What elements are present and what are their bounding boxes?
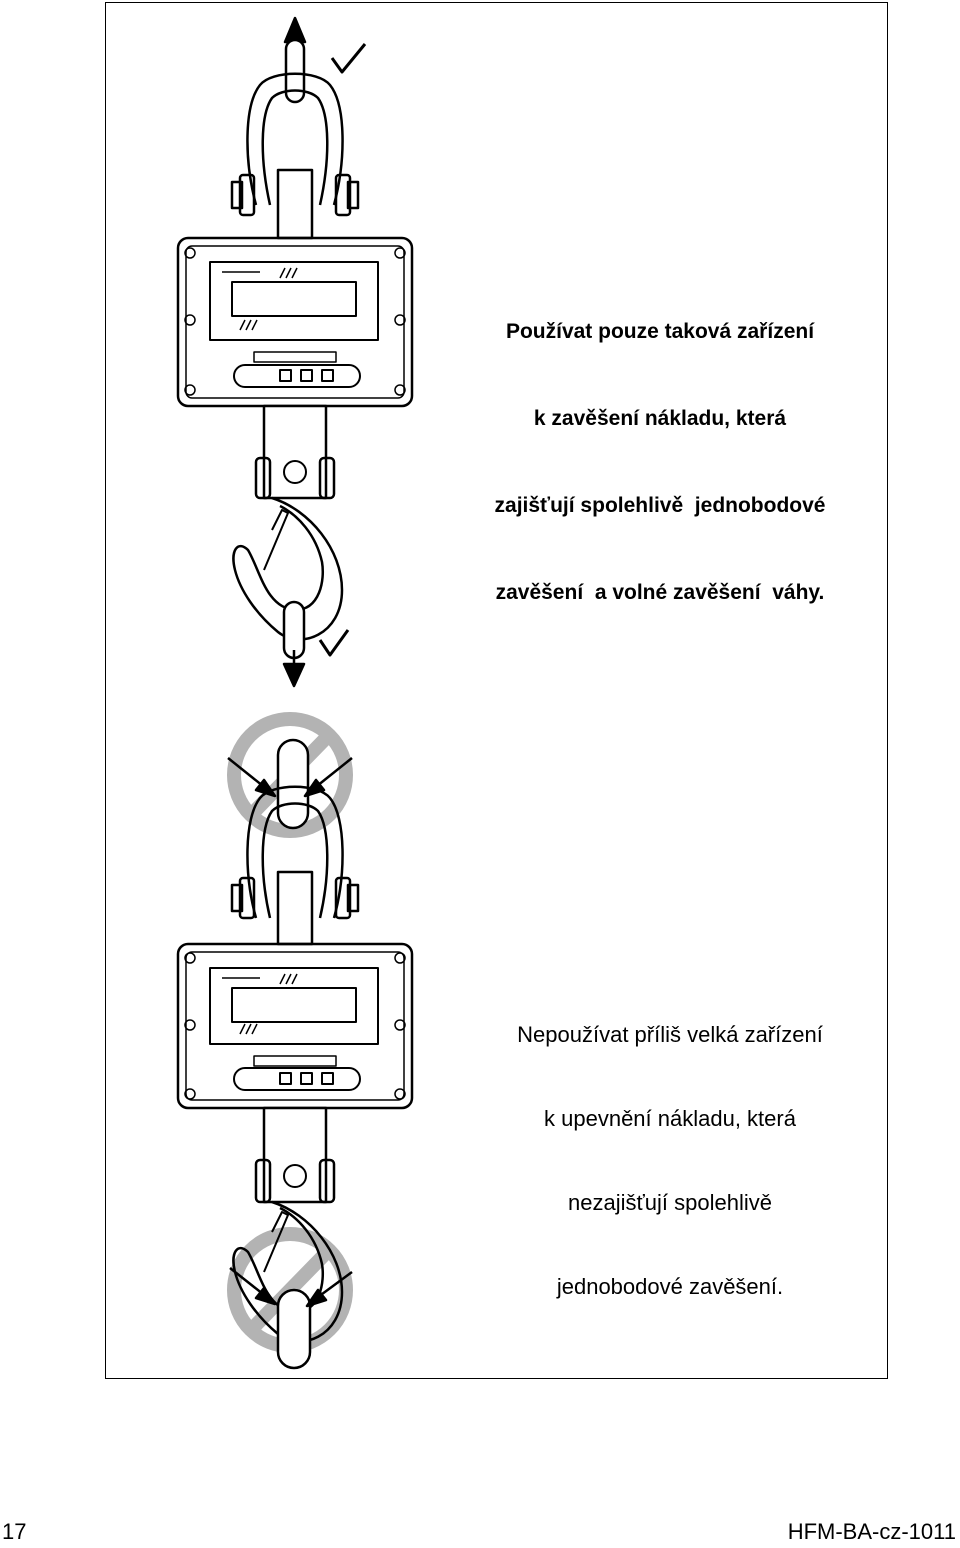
scale-button bbox=[301, 370, 312, 381]
lower-shaft bbox=[256, 1108, 334, 1202]
lower-shaft bbox=[256, 406, 334, 498]
check-icon bbox=[320, 630, 348, 655]
check-icon bbox=[332, 44, 365, 72]
top-pin bbox=[286, 40, 304, 102]
scale-button bbox=[322, 1073, 333, 1084]
document-code: HFM-BA-cz-1011 bbox=[787, 1519, 956, 1544]
caption-line: k upevnění nákladu, která bbox=[544, 1106, 796, 1131]
scale-button bbox=[301, 1073, 312, 1084]
bottom-pin bbox=[284, 602, 304, 658]
page-number: 17 bbox=[2, 1519, 27, 1544]
caption-correct-usage bbox=[445, 259, 875, 636]
caption-line: zavěšení a volné zavěšení váhy. bbox=[495, 581, 825, 604]
upper-shaft bbox=[278, 872, 312, 944]
crane-scale-body bbox=[178, 944, 412, 1108]
caption-line: jednobodové zavěšení. bbox=[556, 1274, 784, 1299]
upper-shaft bbox=[278, 170, 312, 238]
scale-button bbox=[280, 370, 291, 381]
scale-button bbox=[280, 1073, 291, 1084]
top-pin bbox=[278, 740, 308, 828]
correct-suspension-illustration bbox=[160, 10, 430, 690]
caption-line: zajišťují spolehlivě jednobodové bbox=[494, 494, 826, 517]
lcd-display bbox=[232, 282, 356, 316]
caption-line: Nepoužívat příliš velká zařízení bbox=[517, 1022, 823, 1047]
caption-line: Používat pouze taková zařízení bbox=[505, 320, 815, 343]
scale-button bbox=[322, 370, 333, 381]
caption-line: k zavěšení nákladu, která bbox=[533, 407, 787, 430]
caption-line: nezajišťují spolehlivě bbox=[568, 1190, 772, 1215]
caption-incorrect-usage bbox=[445, 965, 895, 1329]
lcd-display bbox=[232, 988, 356, 1022]
crane-scale-body bbox=[178, 238, 412, 406]
incorrect-suspension-illustration bbox=[160, 700, 430, 1380]
bottom-pin bbox=[278, 1290, 310, 1368]
